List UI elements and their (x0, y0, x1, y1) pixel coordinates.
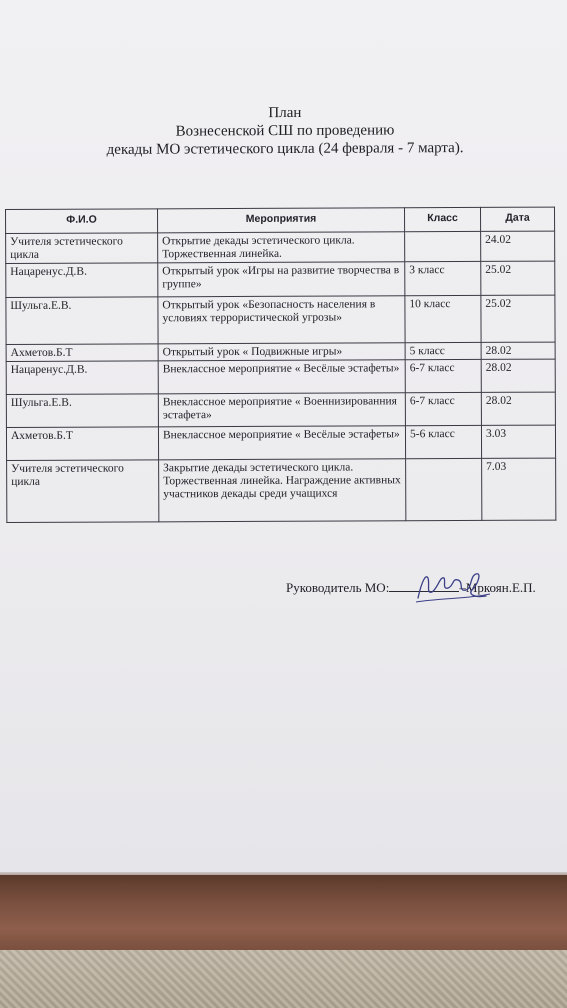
table-row (6, 261, 555, 297)
cell-fio: Учителя эстетического цикла (7, 460, 159, 523)
plan-table (5, 207, 556, 523)
table-row (6, 359, 555, 394)
cell-date: 25.02 (481, 261, 555, 295)
cell-class: 3 класс (405, 261, 481, 295)
cell-fio: Шульга.Е.В. (6, 297, 158, 345)
cell-class: 5-6 класс (405, 425, 481, 458)
cell-date: 7.03 (482, 458, 556, 520)
cell-class (405, 231, 481, 261)
table-row (6, 295, 555, 344)
signature-name: –Мркоян.Е.П. (459, 580, 536, 595)
cell-fio: Ахметов.Б.Т (6, 427, 158, 461)
cell-fio: Нацаренус.Д.В. (6, 361, 158, 395)
cell-event: Открытие декады эстетического цикла. Торжественная линейка. (158, 232, 405, 263)
column-header-class: Класс (404, 207, 480, 231)
table-row (6, 425, 555, 460)
cell-class (406, 458, 482, 520)
cell-date: 28.02 (481, 359, 555, 392)
cell-fio: Нацаренус.Д.В. (6, 263, 158, 298)
cell-date: 24.02 (481, 231, 555, 261)
column-header-event: Мероприятия (158, 208, 405, 233)
cell-date: 28.02 (481, 342, 555, 359)
cell-class: 6-7 класс (405, 359, 481, 392)
cell-event: Внеклассное мероприятие « Весёлые эстафеты» (158, 426, 405, 460)
cell-fio: Ахметов.Б.Т (6, 344, 158, 362)
cell-class: 6-7 класс (405, 392, 481, 425)
cell-class: 10 класс (405, 295, 481, 342)
cell-event: Открытый урок «Игры на развитие творчества в группе» (158, 262, 405, 297)
signature-icon (412, 568, 492, 606)
cell-event: Открытый урок «Безопасность населения в условиях террористической угрозы» (158, 296, 405, 344)
cell-date: 25.02 (481, 295, 555, 342)
cell-fio: Шульга.Е.В. (6, 394, 158, 428)
cell-event: Внеклассное мероприятие « Военнизированния эстафета» (158, 393, 405, 427)
signature-label: Руководитель МО: (286, 580, 390, 595)
floor-carpet (0, 950, 567, 1008)
cell-fio: Учителя эстетического цикла (6, 233, 158, 264)
table-row (7, 458, 556, 522)
cell-date: 3.03 (481, 425, 555, 458)
cell-event: Открытый урок « Подвижные игры» (158, 343, 405, 361)
column-header-fio: Ф.И.О (6, 209, 158, 234)
table-row (6, 392, 555, 427)
header-period: декады МО эстетического цикла (24 февраля - 7 марта). (106, 140, 464, 158)
document-header (60, 103, 510, 159)
header-subtitle: Вознесенской СШ по проведению (175, 122, 395, 140)
table-row (6, 231, 555, 263)
column-header-date: Дата (480, 207, 554, 231)
cell-date: 28.02 (481, 392, 555, 425)
cell-event: Внеклассное мероприятие « Весёлые эстафеты» (158, 360, 405, 394)
header-title: План (268, 104, 302, 122)
cell-class: 5 класс (405, 342, 481, 359)
table-header-row (6, 207, 555, 233)
cell-event: Закрытие декады эстетического цикла. Торжественная линейка. Награждение активных участников декады среди учащихся (159, 459, 406, 522)
